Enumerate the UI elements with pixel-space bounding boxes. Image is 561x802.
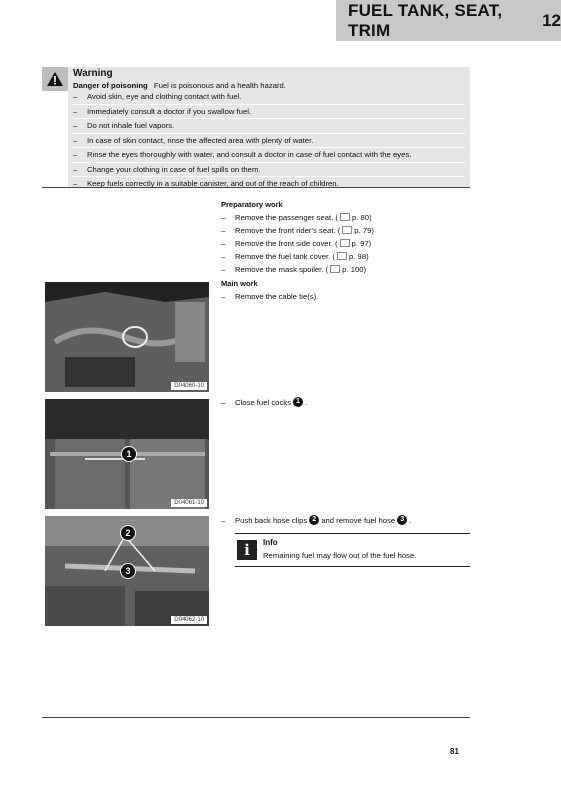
callout-number: 3 xyxy=(397,515,407,525)
warning-item: – Change your clothing in case of fuel spills on them. xyxy=(73,163,465,178)
chapter-header xyxy=(336,0,561,41)
warning-divider xyxy=(42,187,470,188)
page-ref-link[interactable]: p. 79) xyxy=(354,226,374,235)
photo-illustration xyxy=(45,282,209,392)
page-ref-link[interactable]: p. 97) xyxy=(351,239,372,248)
warning-list xyxy=(73,90,465,192)
callout-number: 2 xyxy=(309,515,319,525)
book-icon xyxy=(342,226,352,234)
warning-item: – Keep fuels correctly in a suitable canister, and out of the reach of children. xyxy=(73,177,465,192)
page-ref-link[interactable]: p. 100) xyxy=(342,265,367,274)
photo-fuel-cocks xyxy=(45,399,209,509)
preparatory-heading: Preparatory work xyxy=(221,200,283,209)
callout-number: 1 xyxy=(293,397,303,407)
danger-text: Fuel is poisonous and a health hazard. xyxy=(153,81,286,90)
prep-step: – Remove the passenger seat. ( p. 80) xyxy=(221,211,471,224)
preparatory-work xyxy=(221,200,471,276)
callout-1: 1 xyxy=(121,446,137,462)
chapter-title: FUEL TANK, SEAT, TRIM xyxy=(348,0,503,40)
prep-step: – Remove the mask spoiler. ( p. 100) xyxy=(221,263,471,276)
main-step: – Remove the cable tie(s). xyxy=(221,290,471,303)
danger-label: Danger of poisoning xyxy=(73,81,148,90)
callout-2: 2 xyxy=(120,525,136,541)
info-title: Info xyxy=(263,538,278,547)
warning-item: – Immediately consult a doctor if you swallow fuel. xyxy=(73,105,465,120)
image-caption: D04061-10 xyxy=(171,499,207,507)
book-icon xyxy=(340,213,350,221)
main-work xyxy=(221,279,471,303)
step-remove-fuel-hose: – Push back hose clips 2 and remove fuel hose 3 . xyxy=(221,515,412,525)
book-icon xyxy=(340,239,350,247)
page-ref-link[interactable]: p. 98) xyxy=(349,252,369,261)
image-caption: D04062-10 xyxy=(171,616,207,624)
step-close-fuel-cocks: – Close fuel cocks 1 . xyxy=(221,397,308,407)
warning-icon xyxy=(42,67,68,91)
warning-item: – In case of skin contact, rinse the affected area with plenty of water. xyxy=(73,134,465,149)
prep-step: – Remove the front rider's seat. ( p. 79) xyxy=(221,224,471,237)
page-ref-link[interactable]: p. 80) xyxy=(351,213,372,222)
callout-3: 3 xyxy=(120,563,136,579)
warning-title: Warning xyxy=(73,68,113,79)
book-icon xyxy=(330,265,340,273)
danger-line xyxy=(73,81,465,90)
main-work-heading: Main work xyxy=(221,279,258,288)
warning-item: – Rinse the eyes thoroughly with water, and consult a doctor in case of fuel contact with the eyes. xyxy=(73,148,465,163)
warning-box xyxy=(42,67,470,187)
prep-step: – Remove the front side cover. ( p. 97) xyxy=(221,237,471,250)
chapter-number: 12 xyxy=(542,10,561,30)
warning-item: – Do not inhale fuel vapors. xyxy=(73,119,465,134)
info-icon: i xyxy=(237,540,257,560)
photo-fuel-hose xyxy=(45,516,209,626)
warning-content xyxy=(73,67,465,192)
info-box xyxy=(235,533,470,567)
page-number: 81 xyxy=(450,747,459,756)
preparatory-steps xyxy=(221,211,471,276)
warning-item: – Avoid skin, eye and clothing contact with fuel. xyxy=(73,90,465,105)
main-steps xyxy=(221,290,471,303)
image-caption: D04060-10 xyxy=(171,382,207,390)
info-text: Remaining fuel may flow out of the fuel hose. xyxy=(263,551,417,560)
footer-divider xyxy=(42,717,470,718)
book-icon xyxy=(337,252,347,260)
photo-cable-tie xyxy=(45,282,209,392)
prep-step: – Remove the fuel tank cover. ( p. 98) xyxy=(221,250,471,263)
